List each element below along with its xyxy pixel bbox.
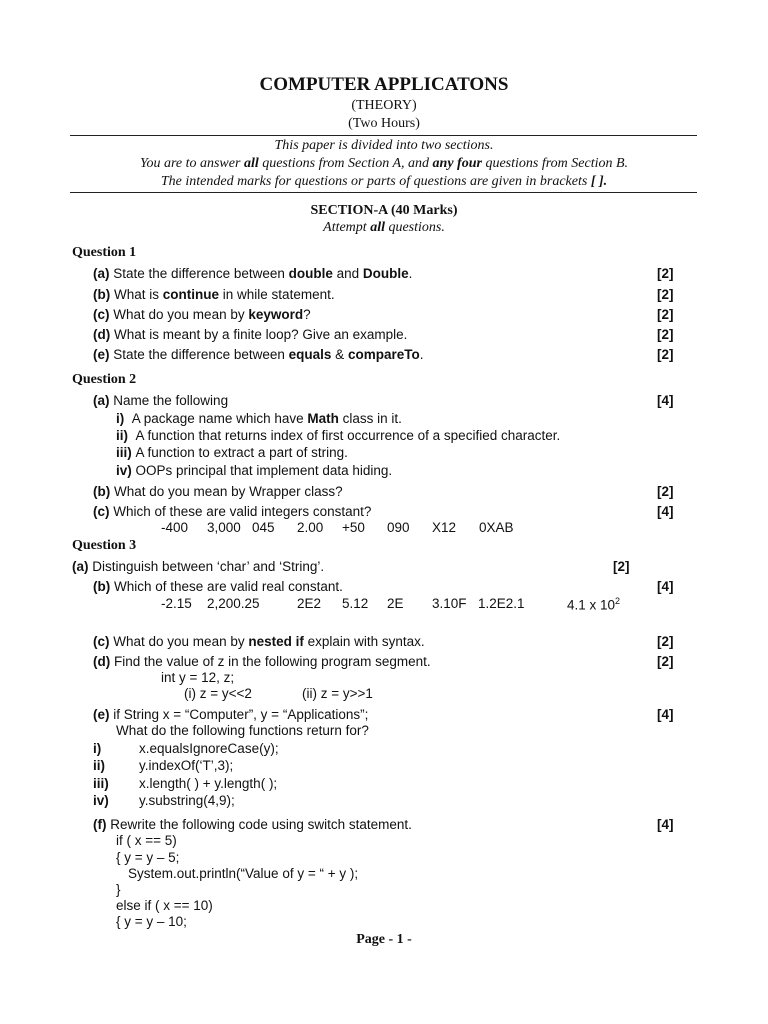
paper-subtitle-duration: (Two Hours): [348, 116, 420, 131]
q1-c-marks: [2]: [657, 307, 674, 322]
question-1-heading: Question 1: [72, 245, 137, 260]
q1-d-marks: [2]: [657, 327, 674, 342]
bottom-rule: [70, 192, 697, 193]
q2-a-ii: ii) A function that returns index of first occurrence of a specified character.: [116, 428, 561, 443]
q1-c: (c) What do you mean by keyword?: [93, 307, 311, 322]
section-a-attempt: Attempt all questions.: [323, 220, 445, 235]
q3-d-marks: [2]: [657, 654, 674, 669]
q3-f-marks: [4]: [657, 817, 674, 832]
q3-e-ii-label: ii): [93, 758, 105, 773]
q2-a: (a) Name the following: [93, 393, 229, 408]
q3-e-iv-label: iv): [93, 793, 109, 808]
q3-d: (d) Find the value of z in the following program segment.: [93, 654, 431, 669]
q1-a: (a) State the difference between double and Double.: [93, 266, 413, 281]
q3-b-marks: [4]: [657, 579, 674, 594]
q3-f: (f) Rewrite the following code using switch statement.: [93, 817, 412, 832]
paper-title: COMPUTER APPLICATONS: [259, 74, 509, 95]
section-a-title: SECTION-A (40 Marks): [310, 203, 458, 218]
q1-d: (d) What is meant by a finite loop? Give an example.: [93, 327, 408, 342]
instruction-line-2: You are to answer all questions from Section A, and any four questions from Section B.: [139, 156, 629, 171]
q3-b: (b) Which of these are valid real constant.: [93, 579, 343, 594]
top-rule: [70, 135, 697, 136]
q3-f-code-line-2: { y = y – 5;: [116, 850, 180, 865]
q1-b-marks: [2]: [657, 287, 674, 302]
question-3-heading: Question 3: [72, 538, 137, 553]
q2-c-value-5: +50: [342, 520, 365, 535]
instruction-line-3: The intended marks for questions or parts of questions are given in brackets [ ].: [160, 174, 608, 189]
q2-c: (c) Which of these are valid integers constant?: [93, 504, 372, 519]
q3-f-code-line-1: if ( x == 5): [116, 833, 177, 848]
q2-c-value-8: 0XAB: [479, 520, 514, 535]
page-number: Page - 1 -: [356, 932, 412, 947]
q3-e-iii-label: iii): [93, 776, 109, 791]
q3-a: (a) Distinguish between ‘char’ and ‘String’.: [72, 559, 325, 574]
instruction-line-1: This paper is divided into two sections.: [274, 138, 494, 153]
q1-b: (b) What is continue in while statement.: [93, 287, 335, 302]
paper-subtitle-theory: (THEORY): [351, 98, 417, 113]
q3-a-marks: [2]: [613, 559, 630, 574]
q3-b-value-8: 4.1 x $10^2$: [567, 596, 621, 613]
q2-c-value-7: X12: [432, 520, 457, 535]
q3-f-code-line-4: }: [116, 882, 121, 897]
q3-d-code-line-2b: (ii) z = y>>1: [302, 686, 373, 701]
q3-e-i: x.equalsIgnoreCase(y);: [139, 741, 279, 756]
q3-c-marks: [2]: [657, 634, 674, 649]
q3-d-code-line-2a: (i) z = y<<2: [184, 686, 252, 701]
q2-c-value-2: 3,000: [207, 520, 241, 535]
q3-c: (c) What do you mean by nested if explain with syntax.: [93, 634, 425, 649]
q3-e-i-label: i): [93, 741, 102, 756]
q2-c-value-1: -400: [161, 520, 189, 535]
q2-a-iv: iv) OOPs principal that implement data hiding.: [116, 463, 393, 478]
q3-e-marks: [4]: [657, 707, 674, 722]
q3-b-value-3: 2E2: [297, 596, 322, 611]
q1-a-marks: [2]: [657, 266, 674, 281]
q3-e: (e) if String x = “Computer”, y = “Applications”;: [93, 707, 369, 722]
q2-a-iii: iii) A function to extract a part of string.: [116, 445, 348, 460]
q3-b-value-7: 1.2E2.1: [478, 596, 525, 611]
q3-b-value-5: 2E: [387, 596, 404, 611]
q2-c-value-4: 2.00: [297, 520, 324, 535]
q3-b-value-6: 3.10F: [432, 596, 467, 611]
q2-c-marks: [4]: [657, 504, 674, 519]
q3-e-iv: y.substring(4,9);: [139, 793, 235, 808]
q3-e-ii: y.indexOf(‘T’,3);: [139, 758, 234, 773]
q1-e: (e) State the difference between equals & compareTo.: [93, 347, 424, 362]
q1-e-marks: [2]: [657, 347, 674, 362]
q2-c-value-6: 090: [387, 520, 410, 535]
q2-c-value-3: 045: [252, 520, 275, 535]
q2-b-marks: [2]: [657, 484, 674, 499]
q2-b: (b) What do you mean by Wrapper class?: [93, 484, 343, 499]
q3-f-code-line-5: else if ( x == 10): [116, 898, 213, 913]
q3-b-value-4: 5.12: [342, 596, 369, 611]
q3-e-subtext: What do the following functions return for?: [116, 723, 369, 738]
question-2-heading: Question 2: [72, 372, 137, 387]
q3-f-code-line-6: { y = y – 10;: [116, 914, 187, 929]
q3-b-value-1: -2.15: [161, 596, 192, 611]
q2-a-i: i) A package name which have Math class in it.: [116, 411, 402, 426]
q3-b-value-2: 2,200.25: [207, 596, 260, 611]
q3-f-code-line-3: System.out.println(“Value of y = “ + y );: [128, 866, 359, 881]
q2-a-marks: [4]: [657, 393, 674, 408]
q3-e-iii: x.length( ) + y.length( );: [139, 776, 278, 791]
q3-d-code-line-1: int y = 12, z;: [161, 670, 235, 685]
